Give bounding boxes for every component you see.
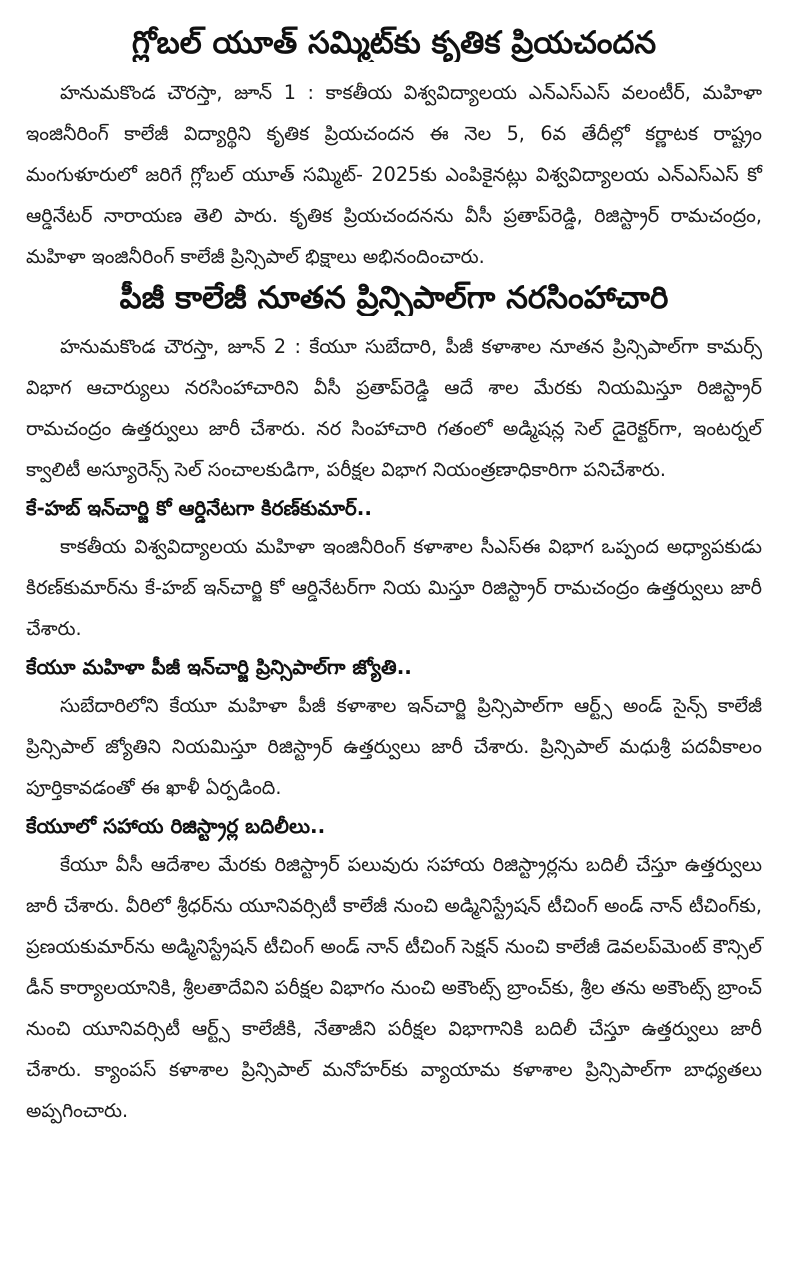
subhead-k-hub-coordinator: కే-హబ్ ఇన్‌చార్జి కో ఆర్డినేటగా కిరణ్‌కుమార్.. bbox=[26, 496, 372, 521]
section-body-assistant-registrar-transfers: కేయూ వీసీ ఆదేశాల మేరకు రిజిస్ట్రార్ పలువురు సహాయ రిజిస్ట్రార్లను బదిలీ చేస్తూ ఉత్తర్వులు జారీ చేశారు. వీరిలో శ్రీధర్‌ను యూనివర్సిటీ కాలేజీ నుంచి అడ్మినిస్ట్రేషన్ టీచింగ్ అండ్ నాన్ టీచింగ్‌కు, ప్రణయకుమార్‌ను అడ్మినిస్ట్రేషన్ టీచింగ్ అండ్ నాన్ టీచింగ్ సెక్షన్ నుంచి కాలేజీ డెవలప్‌మెంట్ కౌన్సిల్ డీన్ కార్యాలయానికి, శ్రీలతాదేవిని పరీక్షల విభాగం నుంచి అకౌంట్స్ బ్రాంచ్‌కు, శ్రీల తను అకౌంట్స్ బ్రాంచ్ నుంచి యూనివర్సిటీ ఆర్ట్స్ కాలేజీకి, నేతాజీని పరీక్షల విభాగానికి బదిలీ చేస్తూ ఉత్తర్వులు జారీ చేశారు. క్యాంపస్ కళాశాల ప్రిన్సిపాల్ మనోహర్‌కు వ్యాయామ కళాశాల ప్రిన్సిపాల్‌గా బాధ్యతలు అప్పగించారు. bbox=[26, 853, 762, 1123]
subhead-womens-pg-principal: కేయూ మహిళా పీజీ ఇన్‌చార్జి ప్రిన్సిపాల్‌గా జ్యోతి.. bbox=[26, 655, 412, 680]
newspaper-clipping bbox=[8, 6, 776, 1268]
section-body-k-hub-coordinator: కాకతీయ విశ్వవిద్యాలయ మహిళా ఇంజినీరింగ్ కళాశాల సీఎస్‌ఈ విభాగ ఒప్పంద అధ్యాపకుడు కిరణ్‌కుమార్‌ను కే-హబ్ ఇన్‌చార్జి కో ఆర్డినేటర్‌గా నియ మిస్తూ రిజిస్ట్రార్ రామచంద్రం ఉత్తర్వులు జారీ చేశారు. bbox=[26, 535, 762, 641]
headline-global-youth-summit: గ్లోబల్ యూత్ సమ్మిట్‌కు కృతిక ప్రియచందన bbox=[131, 26, 657, 61]
article-divider bbox=[26, 277, 762, 279]
article-body-pg-college-principal: హనుమకొండ చౌరస్తా, జూన్ 2 : కేయూ సుబేదారి, పీజీ కళాశాల నూతన ప్రిన్సిపాల్‌గా కామర్స్ విభాగ ఆచార్యులు నరసింహాచారిని వీసీ ప్రతాప్‌రెడ్డి ఆదే శాల మేరకు నియమిస్తూ రిజిస్ట్రార్ రామచంద్రం ఉత్తర్వులు జారీ చేశారు. నర సింహాచారి గతంలో అడ్మిషన్ల సెల్ డైరెక్టర్‌గా, ఇంటర్నల్ క్వాలిటీ అస్యూరెన్స్ సెల్ సంచాలకుడిగా, పరీక్షల విభాగ నియంత్రణాధికారిగా పనిచేశారు. bbox=[26, 335, 762, 482]
article-body-global-youth-summit: హనుమకొండ చౌరస్తా, జూన్ 1 : కాకతీయ విశ్వవిద్యాలయ ఎన్‌ఎస్‌ఎస్ వలంటీర్, మహిళా ఇంజినీరింగ్ కాలేజీ విద్యార్థిని కృతిక ప్రియచందన ఈ నెల 5, 6వ తేదీల్లో కర్ణాటక రాష్ట్రం మంగుళూరులో జరిగే గ్లోబల్ యూత్ సమ్మిట్- 2025కు ఎంపికైనట్లు విశ్వవిద్యాలయ ఎన్‌ఎస్‌ఎస్ కో ఆర్డినేటర్ నారాయణ తెలి పారు. కృతిక ప్రియచందనను వీసీ ప్రతాప్‌రెడ్డి, రిజిస్ట్రార్ రామచంద్రం, మహిళా ఇంజినీరింగ్ కాలేజీ ప్రిన్సిపాల్ భిక్షాలు అభినందించారు. bbox=[26, 80, 762, 268]
section-body-womens-pg-principal: సుబేదారిలోని కేయూ మహిళా పీజీ కళాశాల ఇన్‌చార్జి ప్రిన్సిపాల్‌గా ఆర్ట్స్ అండ్ సైన్స్ కాలేజీ ప్రిన్సిపాల్ జ్యోతిని నియమిస్తూ రిజిస్ట్రార్ ఉత్తర్వులు జారీ చేశారు. ప్రిన్సిపాల్ మధుశ్రీ పదవీకాలం పూర్తికావడంతో ఈ ఖాళీ ఏర్పడింది. bbox=[26, 694, 762, 800]
subhead-assistant-registrar-transfers: కేయూలో సహాయ రిజిస్ట్రార్ల బదిలీలు.. bbox=[26, 814, 326, 839]
headline-pg-college-principal: పీజీ కాలేజీ నూతన ప్రిన్సిపాల్‌గా నరసింహాచారి bbox=[119, 280, 669, 316]
